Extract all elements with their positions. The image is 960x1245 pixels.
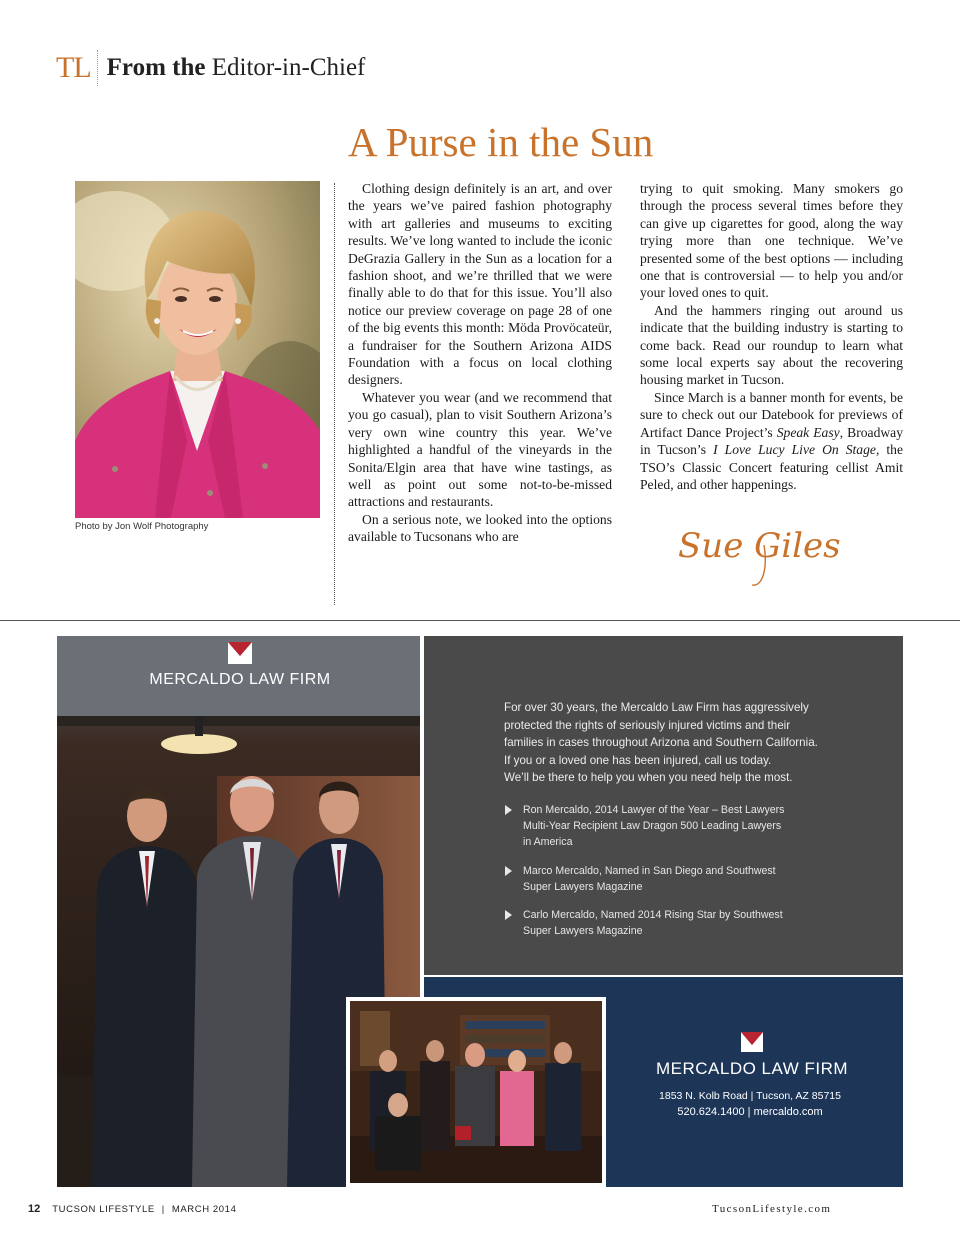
title-speak-easy: Speak Easy bbox=[776, 424, 840, 440]
text-run: , the TSO’s Classic Concert featuring cellist Amit Peled, and other happenings. bbox=[640, 442, 904, 492]
ad-address-block bbox=[652, 1088, 848, 1120]
section-title-rest: Editor-in-Chief bbox=[211, 54, 366, 81]
ad-divider bbox=[0, 620, 960, 621]
ad-team-photo bbox=[346, 997, 606, 1187]
section-title-bold: From the bbox=[106, 54, 206, 81]
intro-line: protected the rights of seriously injured victims and their bbox=[504, 718, 791, 732]
bullet-line: in America bbox=[523, 836, 573, 848]
triangle-bullet-icon bbox=[505, 805, 512, 815]
intro-line: If you or a loved one has been injured, call us today. bbox=[504, 753, 772, 767]
ad-logo bbox=[652, 1030, 852, 1079]
signature-text: Sue Giles bbox=[678, 526, 841, 566]
ad-bullet bbox=[505, 863, 865, 895]
paragraph bbox=[640, 389, 903, 493]
firm-logo-mark-icon bbox=[226, 640, 254, 666]
paragraph: Whatever you wear (and we recommend that you go casual), plan to visit Southern Arizona’s very own wine country this year. We’ve highlighted a handful of the vineyards in the Sonita/Elgin area that have wine tastings, as well as point out some not-to-be-missed attractions and restaurants. bbox=[348, 389, 612, 510]
bullet-text bbox=[523, 802, 865, 850]
editor-signature bbox=[676, 515, 856, 591]
ad-bullet bbox=[505, 802, 865, 850]
sign-logo bbox=[145, 640, 335, 689]
firm-logo-mark-icon bbox=[739, 1030, 765, 1054]
ad-phone-web: 520.624.1400 | mercaldo.com bbox=[677, 1106, 823, 1118]
magazine-name: TUCSON LIFESTYLE bbox=[52, 1203, 155, 1215]
bullet-text bbox=[523, 863, 865, 895]
article-column-2 bbox=[640, 180, 903, 493]
magazine-logo: TL bbox=[56, 51, 91, 84]
article-column-1 bbox=[348, 180, 612, 546]
text-run: , Broadway in Tucson’s bbox=[640, 424, 904, 458]
ad-firm-name: MERCALDO LAW FIRM bbox=[655, 1059, 849, 1078]
portrait-illustration bbox=[75, 181, 320, 518]
team-photo-frame bbox=[350, 1001, 602, 1183]
bullet-line: Super Lawyers Magazine bbox=[523, 881, 643, 893]
triangle-bullet-icon bbox=[505, 866, 512, 876]
intro-line: We’ll be there to help you when you need help the most. bbox=[504, 771, 793, 784]
photo-credit: Photo by Jon Wolf Photography bbox=[75, 521, 209, 532]
team-photo-illustration bbox=[350, 1001, 602, 1183]
ad-bullet bbox=[505, 907, 865, 939]
section-title bbox=[107, 54, 366, 82]
bullet-line: Marco Mercaldo, Named in San Diego and Southwest bbox=[523, 865, 776, 877]
column-divider bbox=[334, 183, 335, 605]
intro-line: families in cases throughout Arizona and Southern California. bbox=[504, 736, 818, 749]
bullet-line: Ron Mercaldo, 2014 Lawyer of the Year – Best Lawyers bbox=[523, 804, 785, 816]
editor-portrait bbox=[75, 181, 320, 518]
paragraph: trying to quit smoking. Many smokers go through the process several times before they can give up cigarettes for good, along the way trying more than one technique. We’ve presented some of the best options — including one that is controversial — to help you and/or your loved ones to quit. bbox=[640, 181, 903, 301]
issue-date: MARCH 2014 bbox=[171, 1203, 237, 1215]
text-run: Since March is a banner month for events, be sure to check out our Datebook for previews of Artifact Dance Project’s bbox=[640, 389, 903, 440]
title-i-love-lucy: I Love Lucy Live On Stage bbox=[713, 442, 876, 458]
ad-intro-text bbox=[504, 699, 884, 787]
header-divider bbox=[97, 50, 99, 86]
paragraph: Clothing design definitely is an art, and over the years we’ve paired fashion photography with art galleries and museums to exciting results. We’ve long wanted to include the iconic DeGrazia Gallery in the Sun as a location for a fashion shoot, and we’re thrilled that we were finally able to do that for this issue. You’ll also notice our preview coverage on page 28 of one of the big events this month: Möda Provöcateür, a fundraiser for the Southern Arizona AIDS Foundation with a focus on local clothing designers. bbox=[348, 181, 612, 388]
intro-line: For over 30 years, the Mercaldo Law Firm has aggressively bbox=[504, 701, 809, 714]
paragraph: And the hammers ringing out around us indicate that the building industry is starting to come back. Read our roundup to learn what some local experts say about the recovering housing market in Tucson. bbox=[640, 302, 903, 388]
footer-separator: | bbox=[161, 1203, 165, 1215]
bullet-line: Carlo Mercaldo, Named 2014 Rising Star by Southwest bbox=[523, 909, 783, 921]
bullet-line: Multi-Year Recipient Law Dragon 500 Leading Lawyers bbox=[523, 820, 782, 832]
page-number: 12 bbox=[28, 1203, 41, 1215]
paragraph: On a serious note, we looked into the options available to Tucsonans who are bbox=[348, 511, 612, 545]
triangle-bullet-icon bbox=[505, 910, 512, 920]
section-header bbox=[56, 48, 365, 88]
ad-address: 1853 N. Kolb Road | Tucson, AZ 85715 bbox=[659, 1090, 841, 1102]
bullet-line: Super Lawyers Magazine bbox=[523, 925, 643, 937]
bullet-text bbox=[523, 907, 865, 939]
article-headline: A Purse in the Sun bbox=[348, 119, 654, 165]
site-url[interactable]: TucsonLifestyle.com bbox=[712, 1203, 832, 1215]
page-footer-left bbox=[28, 1203, 236, 1215]
sign-firm-name: MERCALDO LAW FIRM bbox=[149, 671, 331, 688]
